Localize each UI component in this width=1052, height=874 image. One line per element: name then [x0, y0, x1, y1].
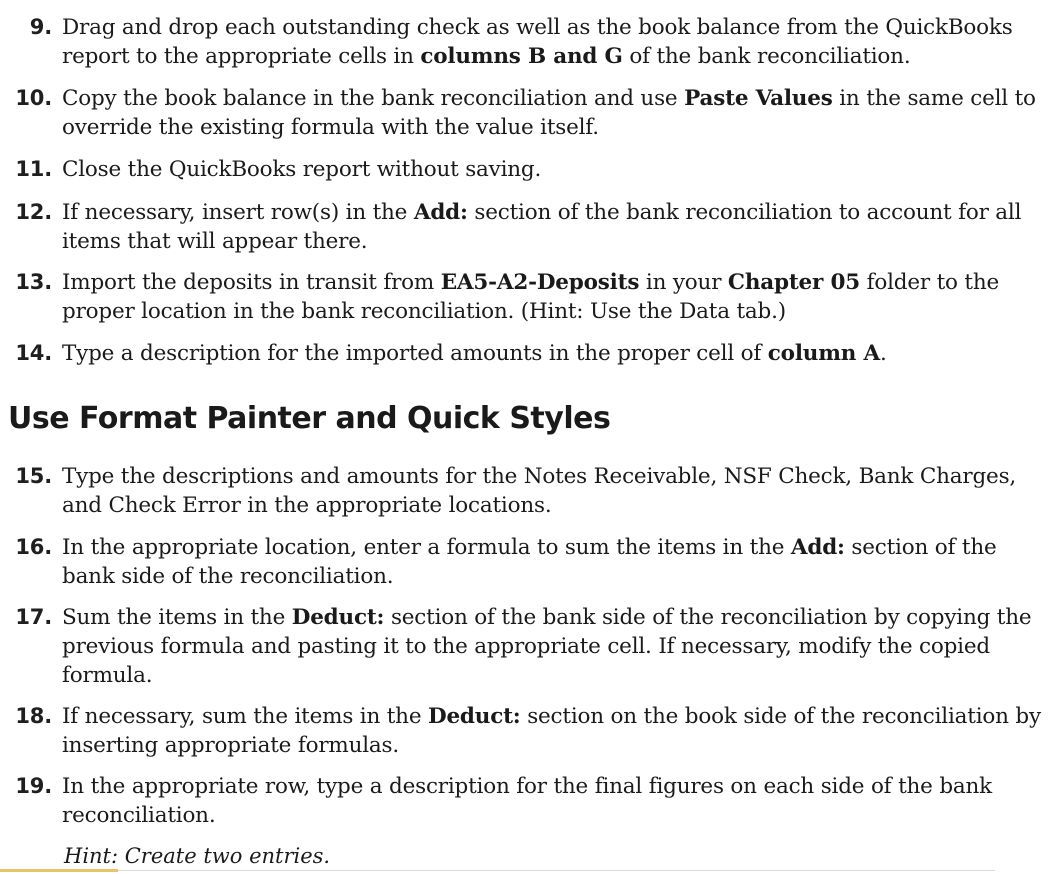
step-emphasis: EA5-A2-Deposits — [440, 270, 640, 295]
step-emphasis: columns B and G — [420, 44, 623, 69]
step-emphasis: Add: — [413, 200, 468, 225]
step-14 — [0, 339, 1052, 368]
step-number: 12. — [15, 200, 52, 224]
step-13 — [0, 268, 1052, 326]
step-15 — [0, 462, 1052, 520]
step-text: of the bank reconciliation. — [622, 44, 911, 69]
step-text: section of the bank side of the reconciliation by copying the previous formula and pasting it to the appropriate cell. If necessary, modify the copied formula. — [62, 605, 1032, 688]
step-text: section of the bank side of the reconciliation. — [62, 535, 997, 589]
step-12 — [0, 198, 1052, 256]
step-text: in your — [639, 270, 728, 295]
step-text: Sum the items in the — [62, 605, 292, 630]
step-number: 14. — [15, 341, 52, 365]
step-18 — [0, 702, 1052, 760]
step-emphasis: Chapter 05 — [727, 270, 860, 295]
step-text: In the appropriate location, enter a formula to sum the items in the — [62, 535, 791, 560]
step-emphasis: column A — [767, 341, 880, 366]
step-9 — [0, 13, 1052, 71]
step-text: Type the descriptions and amounts for the Notes Receivable, NSF Check, Bank Charges, and Check Error in the appropriate locations. — [62, 464, 1017, 518]
step-text: . — [879, 341, 887, 366]
bottom-divider-accent — [0, 869, 118, 872]
step-text: Drag and drop each outstanding check as well as the book balance from the QuickBooks report to the appropriate cells in — [62, 15, 1013, 69]
step-text: in the same cell to override the existing formula with the value itself. — [62, 86, 1036, 140]
step-emphasis: Deduct: — [291, 605, 385, 630]
step-text: section of the bank reconciliation to account for all items that will appear there. — [62, 200, 1022, 254]
step-number: 19. — [15, 774, 52, 798]
step-number: 10. — [15, 86, 52, 110]
step-number: 17. — [15, 605, 52, 629]
step-text: Import the deposits in transit from — [62, 270, 441, 295]
step-11 — [0, 155, 1052, 184]
step-text: Close the QuickBooks report without saving. — [62, 157, 542, 182]
step-emphasis: Add: — [790, 535, 845, 560]
step-text: In the appropriate row, type a description for the final figures on each side of the bank reconciliation. — [62, 774, 992, 828]
bottom-divider — [0, 870, 995, 871]
step-17 — [0, 603, 1052, 690]
step-text: If necessary, insert row(s) in the — [62, 200, 414, 225]
step-16 — [0, 533, 1052, 591]
step-number: 9. — [29, 15, 52, 39]
step-19 — [0, 772, 1052, 830]
step-text: folder to the proper location in the bank reconciliation. (Hint: Use the Data tab.) — [62, 270, 1000, 324]
step-number: 15. — [15, 464, 52, 488]
step-text: Copy the book balance in the bank reconciliation and use — [62, 86, 685, 111]
step-number: 16. — [15, 535, 52, 559]
step-text: Type a description for the imported amounts in the proper cell of — [62, 341, 768, 366]
step-number: 13. — [15, 270, 52, 294]
hint-text: Hint: Create two entries. — [64, 844, 331, 868]
section-heading: Use Format Painter and Quick Styles — [8, 401, 611, 436]
step-number: 11. — [15, 157, 52, 181]
step-text: If necessary, sum the items in the — [62, 704, 428, 729]
step-10 — [0, 84, 1052, 142]
step-number: 18. — [15, 704, 52, 728]
step-emphasis: Deduct: — [428, 704, 521, 729]
step-text: section on the book side of the reconciliation by inserting appropriate formulas. — [62, 704, 1041, 758]
step-emphasis: Paste Values — [684, 86, 833, 111]
